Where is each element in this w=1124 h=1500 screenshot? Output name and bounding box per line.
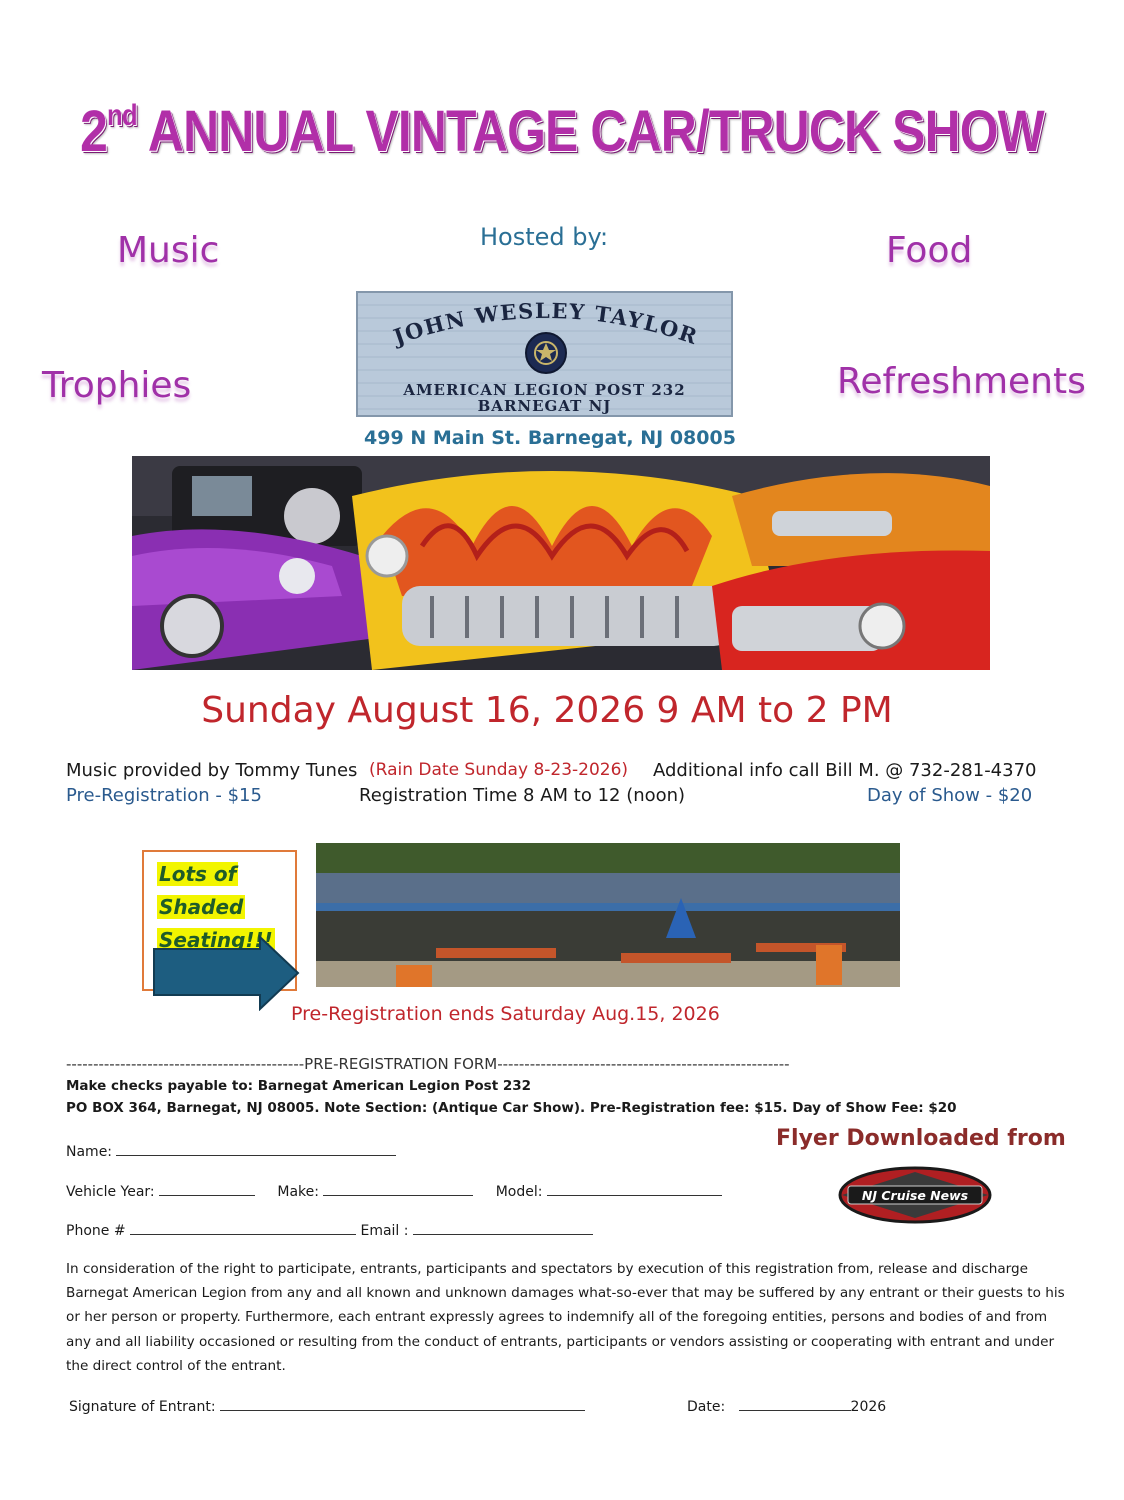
music-provider: Music provided by Tommy Tunes — [66, 760, 358, 781]
email-input-line[interactable] — [413, 1220, 593, 1235]
contact-row — [66, 1220, 593, 1239]
email-label: Email : — [360, 1223, 409, 1239]
nj-cruise-news-logo-art — [838, 1166, 992, 1224]
nj-cruise-news-logo[interactable] — [838, 1166, 992, 1224]
hosted-by-label: Hosted by: — [480, 223, 609, 251]
right-arrow-icon — [152, 935, 302, 1011]
signature-input-line[interactable] — [220, 1396, 585, 1411]
make-input-line[interactable] — [323, 1181, 473, 1196]
additional-info-phone: Additional info call Bill M. @ 732-281-4370 — [653, 760, 1037, 781]
sign-town-line: BARNEGAT NJ — [477, 397, 612, 415]
flyer-source-label: Flyer Downloaded from — [776, 1126, 1066, 1151]
feature-music: Music — [117, 230, 220, 271]
liability-release-text: In consideration of the right to participate, entrants, participants and spectators by execution of this registration from, release and discharge Barnegat American Legion from any and all known and unknown damages what-so-ever that may be suffered by any entrant or their guests to his or her person or property. Furthermore, each entrant expressly agrees to indemnify all of the foregoing entities, persons and bodies of and from any and all liability occasioned or resulting from the conduct of entrants, participants or vendors assisting or cooperating with entrant and under the direct control of the entrant. — [66, 1261, 1065, 1374]
event-title: 2nd ANNUAL VINTAGE CAR/TRUCK SHOW — [80, 99, 1044, 164]
mailing-address: PO BOX 364, Barnegat, NJ 08005. Note Section: (Antique Car Show). Pre-Registration fee: $15. Day of Show Fee: $20 — [66, 1100, 957, 1116]
venue-address: 499 N Main St. Barnegat, NJ 08005 — [364, 427, 736, 449]
date-label: Date: — [687, 1399, 726, 1415]
feature-refreshments: Refreshments — [837, 361, 1086, 402]
sign-post-line: AMERICAN LEGION POST 232 — [403, 381, 686, 399]
cars-illustration — [132, 456, 990, 670]
phone-label: Phone # — [66, 1223, 126, 1239]
seating-line-1: Lots of — [159, 862, 237, 886]
name-input-line[interactable] — [116, 1141, 396, 1156]
pre-registration-fee: Pre-Registration - $15 — [66, 785, 262, 806]
phone-input-line[interactable] — [130, 1220, 356, 1235]
sign-arc-text: JOHN WESLEY TAYLOR — [390, 297, 702, 350]
seating-line-3: Seating!!! — [159, 928, 273, 952]
vehicle-year-input-line[interactable] — [159, 1181, 255, 1196]
rain-date: (Rain Date Sunday 8-23-2026) — [369, 760, 629, 780]
vintage-cars-photo — [132, 456, 990, 670]
feature-trophies: Trophies — [42, 365, 192, 406]
make-label: Make: — [277, 1184, 319, 1200]
shaded-seating-photo — [316, 843, 900, 987]
seating-line-2: Shaded — [159, 895, 244, 919]
date-field[interactable] — [687, 1396, 886, 1415]
name-field[interactable] — [66, 1141, 396, 1160]
feature-food: Food — [886, 230, 973, 271]
registration-time: Registration Time 8 AM to 12 (noon) — [359, 785, 686, 806]
model-label: Model: — [495, 1184, 543, 1200]
vehicle-row — [66, 1181, 722, 1200]
signature-label: Signature of Entrant: — [69, 1399, 216, 1415]
checks-payable-to: Make checks payable to: Barnegat American Legion Post 232 — [66, 1078, 532, 1094]
pavilion-illustration — [316, 843, 900, 987]
date-input-line[interactable] — [739, 1396, 851, 1411]
event-date-time: Sunday August 16, 2026 9 AM to 2 PM — [201, 690, 893, 731]
pre-registration-deadline: Pre-Registration ends Saturday Aug.15, 2026 — [291, 1003, 720, 1025]
date-year: 2026 — [850, 1399, 887, 1415]
vehicle-year-label: Vehicle Year: — [66, 1184, 155, 1200]
name-label: Name: — [66, 1144, 113, 1160]
day-of-show-fee: Day of Show - $20 — [867, 785, 1033, 806]
legion-post-sign — [356, 291, 733, 417]
signature-field[interactable] — [69, 1396, 585, 1415]
pre-registration-form-heading: --------------------------------------------PRE-REGISTRATION FORM------------------------------------------------------ — [66, 1055, 790, 1073]
model-input-line[interactable] — [547, 1181, 722, 1196]
svg-text:NJ Cruise News: NJ Cruise News — [861, 1188, 969, 1203]
